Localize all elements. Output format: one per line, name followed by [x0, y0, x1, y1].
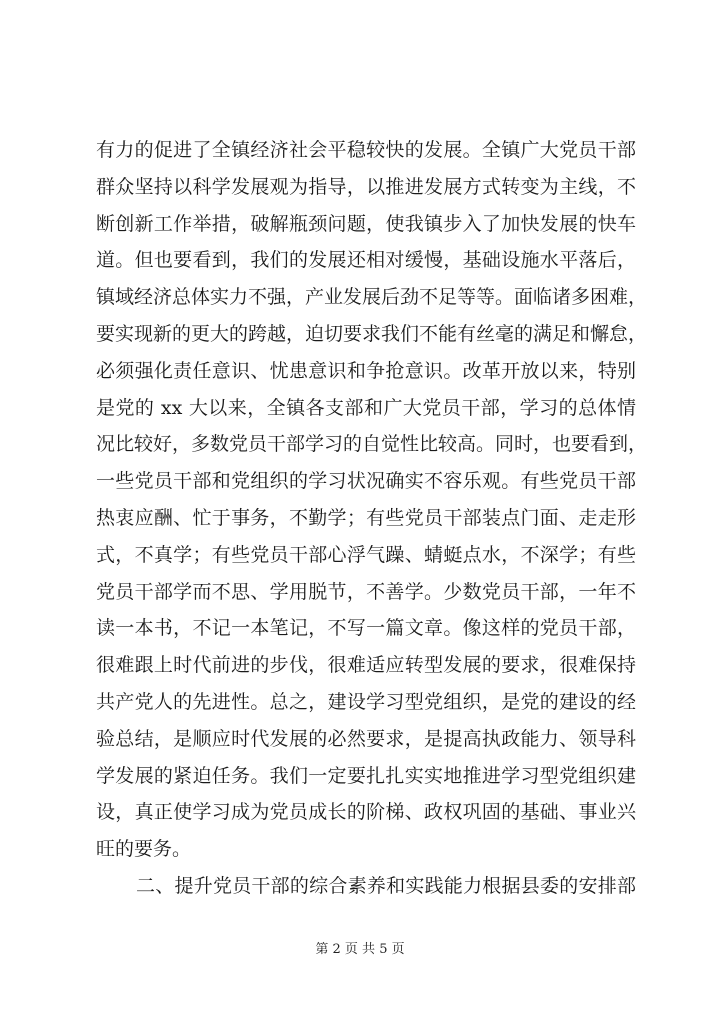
- text-line: 共产党人的先进性。总之，建设学习型党组织，是党的建设的经: [96, 690, 636, 713]
- text-line: 一些党员干部和党组织的学习状况确实不容乐观。有些党员干部: [96, 470, 636, 493]
- text-line: 有力的促进了全镇经济社会平稳较快的发展。全镇广大党员干部: [96, 139, 636, 161]
- text-line: 旺的要务。: [96, 838, 192, 861]
- text-line: 读一本书，不记一本笔记，不写一篇文章。像这样的党员干部，: [96, 617, 636, 640]
- text-line: 很难跟上时代前进的步伐，很难适应转型发展的要求，很难保持: [96, 654, 636, 677]
- text-line: 要实现新的更大的跨越，迫切要求我们不能有丝毫的满足和懈怠，: [96, 322, 648, 345]
- text-line: 断创新工作举措，破解瓶颈问题，使我镇步入了加快发展的快车: [96, 212, 636, 235]
- text-line: 学发展的紧迫任务。我们一定要扎扎实实地推进学习型党组织建: [96, 764, 636, 787]
- text-line: 群众坚持以科学发展观为指导，以推进发展方式转变为主线，不: [96, 175, 636, 198]
- text-line: 必须强化责任意识、忧患意识和争抢意识。改革开放以来，特别: [96, 359, 636, 382]
- text-line: 道。但也要看到，我们的发展还相对缓慢，基础设施水平落后，: [96, 249, 636, 272]
- text-line: 设，真正使学习成为党员成长的阶梯、政权巩固的基础、事业兴: [96, 801, 636, 824]
- body-text: [96, 132, 648, 905]
- text-line: 镇域经济总体实力不强，产业发展后劲不足等等。面临诸多困难，: [96, 286, 648, 309]
- text-line: 党员干部学而不思、学用脱节，不善学。少数党员干部，一年不: [96, 580, 636, 603]
- text-line: 况比较好，多数党员干部学习的自觉性比较高。同时，也要看到，: [96, 433, 648, 456]
- text-line: 热衷应酬、忙于事务，不勤学；有些党员干部装点门面、走走形: [96, 506, 636, 529]
- page-footer: [0, 938, 720, 957]
- text-line: 式，不真学；有些党员干部心浮气躁、蜻蜓点水，不深学；有些: [96, 543, 636, 566]
- text-line: 验总结，是顺应时代发展的必然要求，是提高执政能力、领导科: [96, 727, 636, 750]
- text-line: 是党的 xx 大以来，全镇各支部和广大党员干部，学习的总体情: [96, 396, 636, 419]
- section-heading: 二、提升党员干部的综合素养和实践能力根据县委的安排部: [136, 874, 636, 897]
- page-number: 第 2 页 共 5 页: [315, 942, 405, 957]
